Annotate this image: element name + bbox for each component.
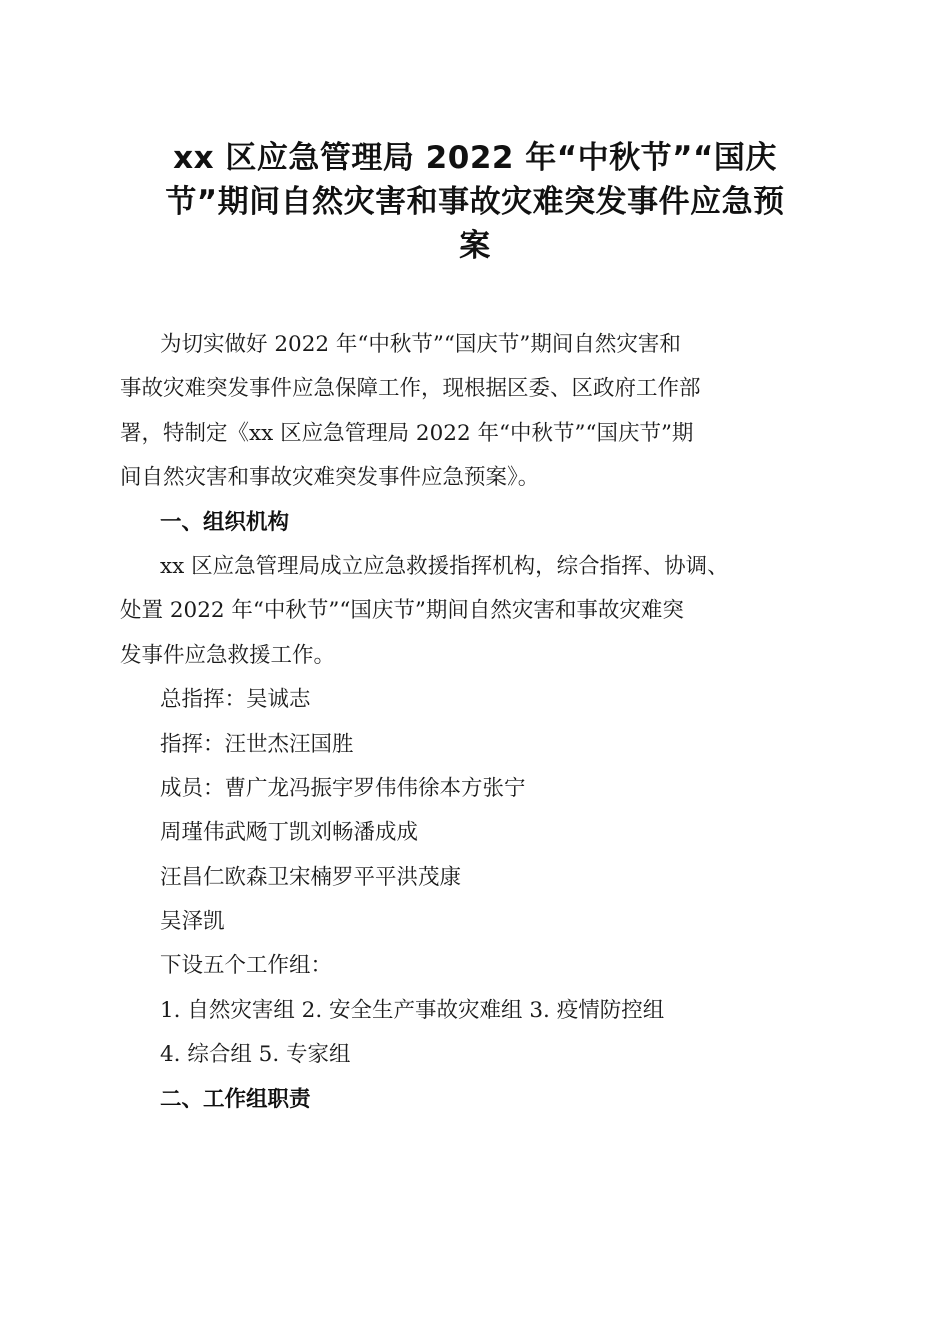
groups-line: 4. 综合组 5. 专家组 [160,1042,351,1068]
paragraph-line: 为切实做好 2022 年“中秋节”“国庆节”期间自然灾害和 [160,332,681,357]
paragraph-line: xx 区应急管理局成立应急救援指挥机构，综合指挥、协调、 [160,553,729,579]
document-title [120,136,830,268]
members-line: 成员：曹广龙冯振宇罗伟伟徐本方张宁 [160,775,526,801]
paragraph-line: 署，特制定《xx 区应急管理局 2022 年“中秋节”“国庆节”期 [120,420,694,446]
document-body [120,323,840,1122]
paragraph-line: 发事件应急救援工作。 [120,642,336,668]
groups-intro: 下设五个工作组： [160,953,333,979]
members-line: 周瑾伟武飏丁凯刘畅潘成成 [160,820,419,846]
paragraph-line: 处置 2022 年“中秋节”“国庆节”期间自然灾害和事故灾难突 [120,598,684,624]
groups-list [120,989,840,1078]
intro-paragraph [120,323,840,501]
paragraph-line: 事故灾难突发事件应急保障工作，现根据区委、区政府工作部 [120,376,701,402]
commander-line: 总指挥：吴诚志 [160,687,311,713]
section-heading-responsibilities: 二、工作组职责 [160,1086,311,1112]
members-line: 吴泽凯 [160,909,225,935]
section-heading-organization: 一、组织机构 [160,509,290,535]
title-line: xx 区应急管理局 2022 年“中秋节”“国庆 [173,140,777,176]
members-line: 汪昌仁欧森卫宋楠罗平平洪茂康 [160,864,462,890]
paragraph-line: 间自然灾害和事故灾难突发事件应急预案》。 [120,465,540,491]
groups-line: 1. 自然灾害组 2. 安全生产事故灾难组 3. 疫情防控组 [160,997,665,1023]
members-list [120,767,840,945]
title-line: 案 [459,228,491,264]
deputy-line: 指挥：汪世杰汪国胜 [160,731,354,757]
title-line: 节”期间自然灾害和事故灾难突发事件应急预 [165,184,785,220]
organization-paragraph [120,545,840,678]
